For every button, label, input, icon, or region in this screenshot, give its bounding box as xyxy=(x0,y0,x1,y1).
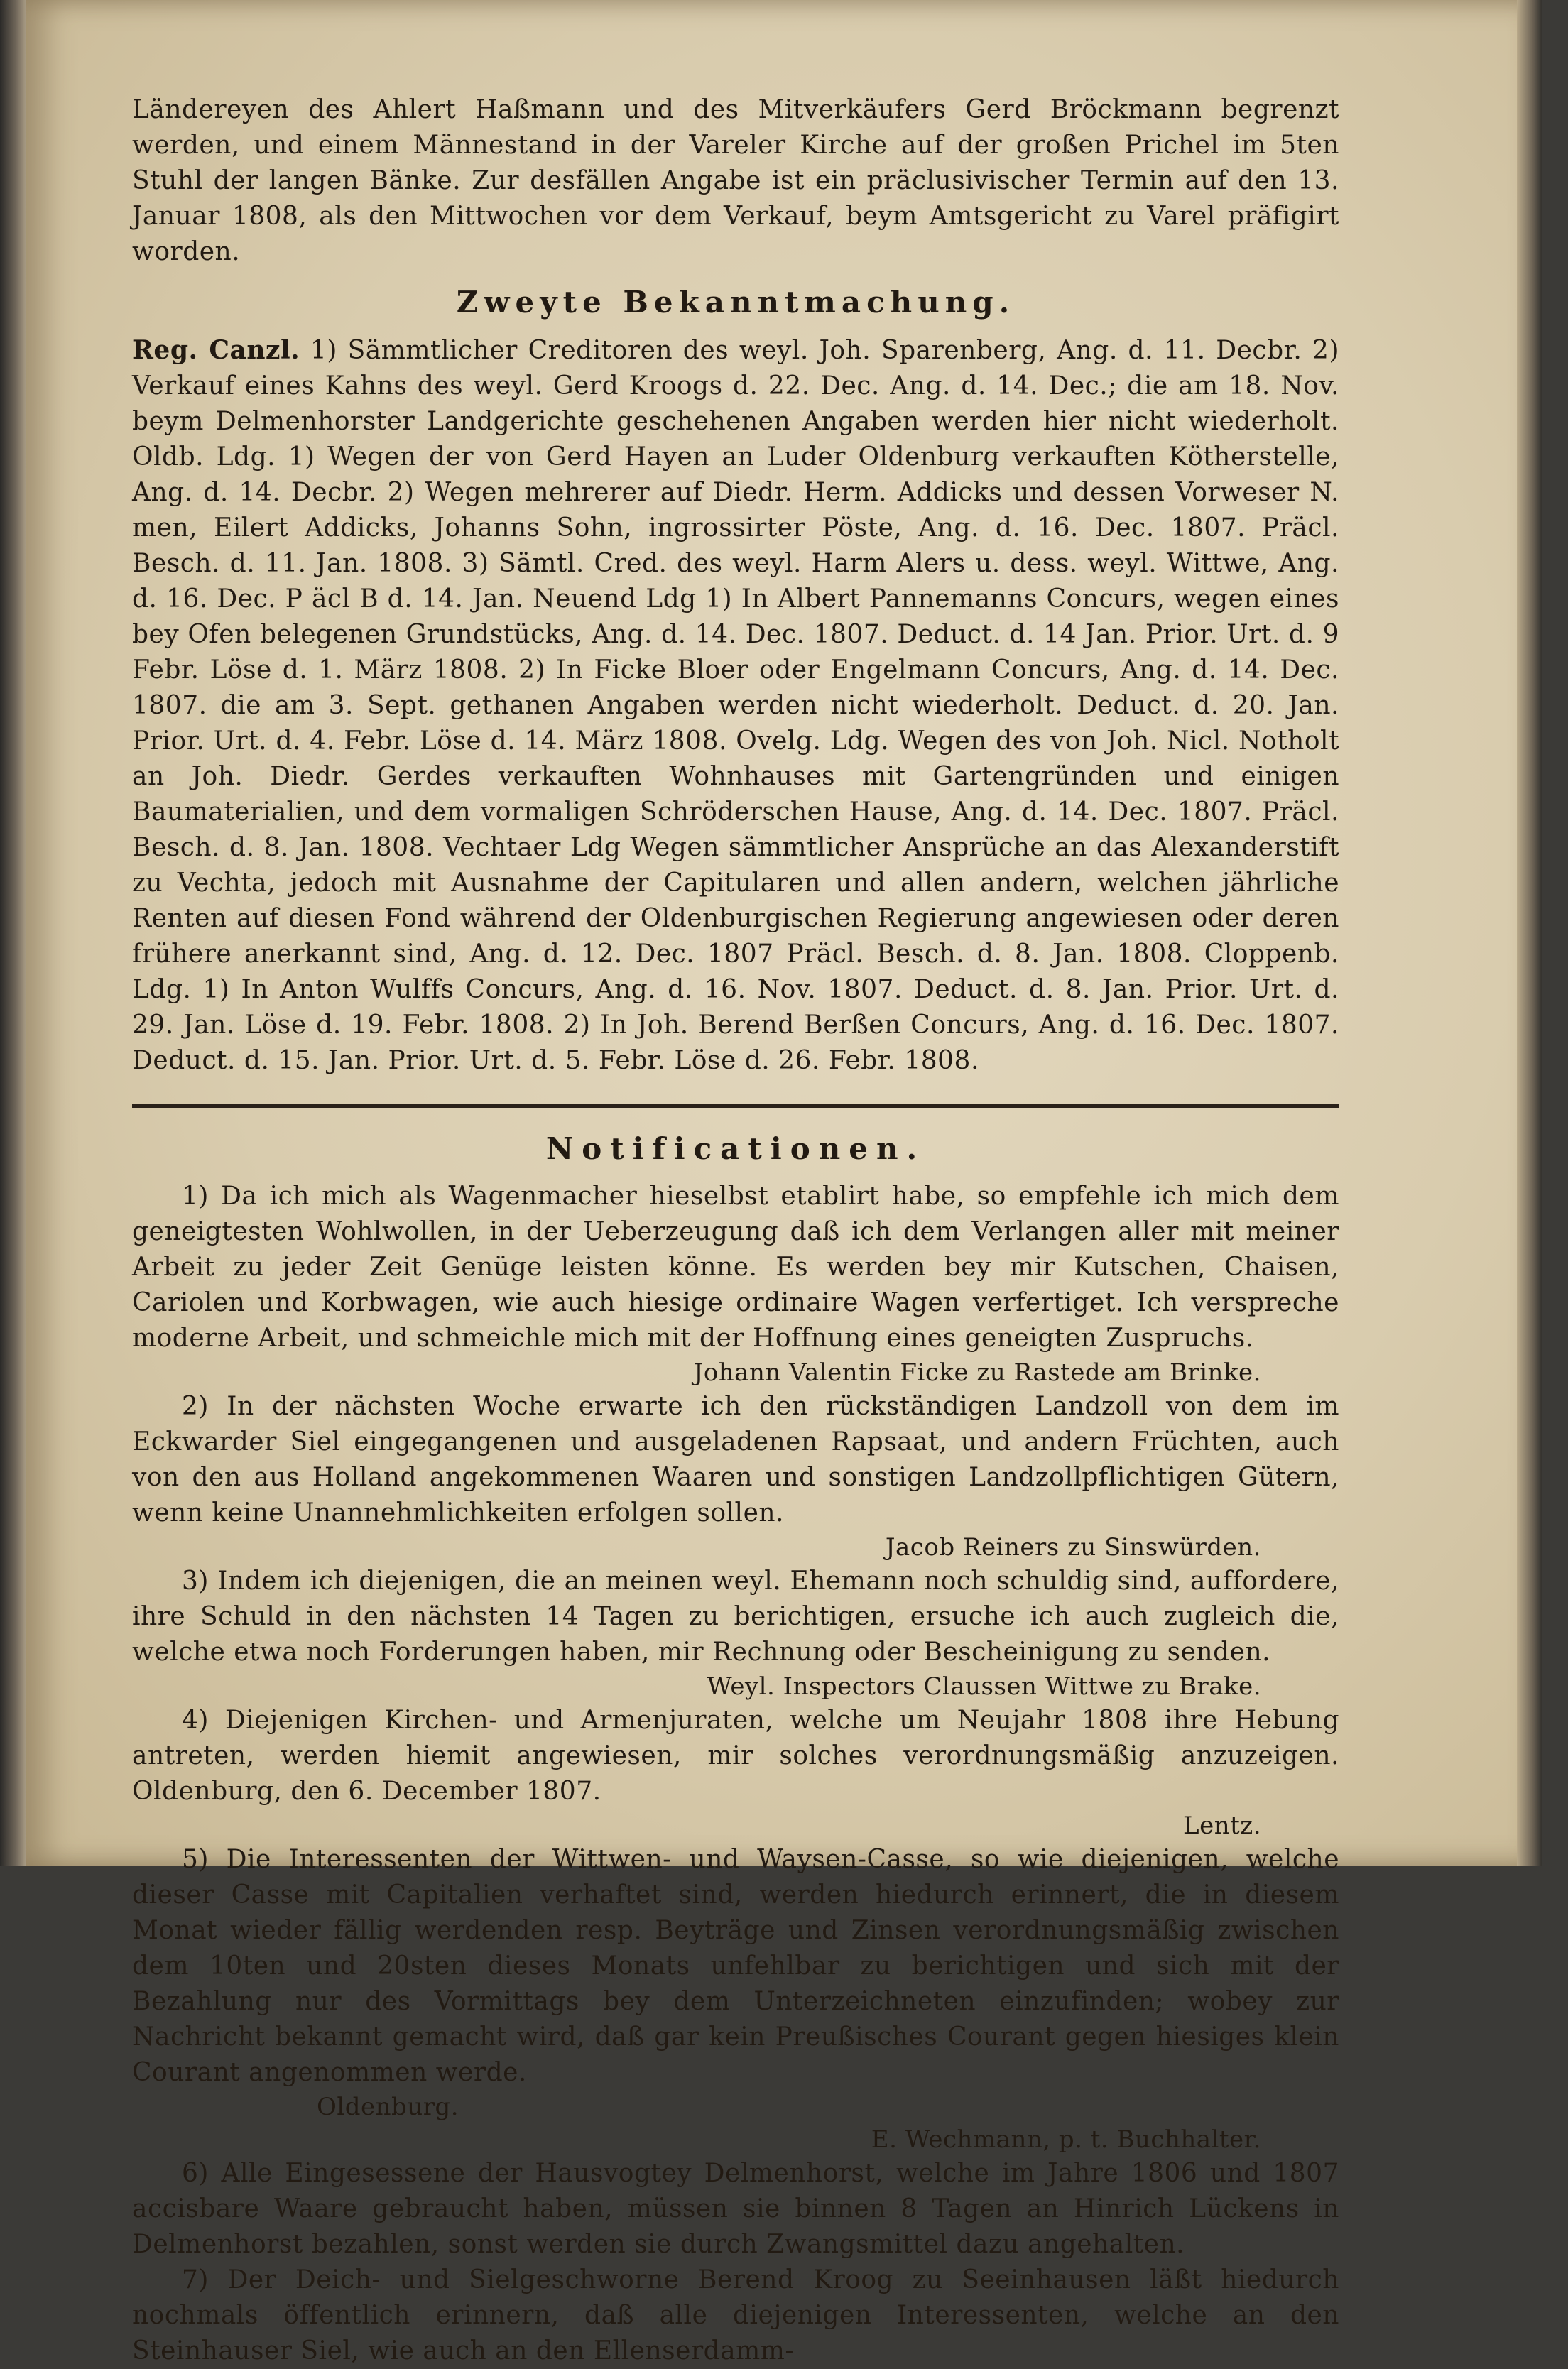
announcement-paragraph xyxy=(132,332,1339,1079)
notification-item xyxy=(132,2262,1339,2369)
announcement-text: 1) Sämmtlicher Creditoren des weyl. Joh. Sparenberg, Ang. d. 11. Decbr. 2) Verkauf eines Kahns des weyl. Gerd Kroogs d. 22. Dec. Ang. d. 14. Dec.; die am 18. Nov. beym Delmenhorster Landgerichte geschehenen Angaben werden hier nicht wiederholt. Oldb. Ldg. 1) Wegen der von Gerd Hayen an Luder Oldenburg verkauften Kötherstelle, Ang. d. 14. Decbr. 2) Wegen mehrerer auf Diedr. Herm. Addicks und dessen Vorweser N. men, Eilert Addicks, Johanns Sohn, ingrossirter Pöste, Ang. d. 16. Dec. 1807. Präcl. Besch. d. 11. Jan. 1808. 3) Sämtl. Cred. des weyl. Harm Alers u. dess. weyl. Wittwe, Ang. d. 16. Dec. P äcl B d. 14. Jan. Neuend Ldg 1) In Albert Pannemanns Concurs, wegen eines bey Ofen belegenen Grundstücks, Ang. d. 14. Dec. 1807. Deduct. d. 14 Jan. Prior. Urt. d. 9 Febr. Löse d. 1. März 1808. 2) In Ficke Bloer oder Engelmann Concurs, Ang. d. 14. Dec. 1807. die am 3. Sept. gethanen Angaben werden nicht wiederholt. Deduct. d. 20. Jan. Prior. Urt. d. 4. Febr. Löse d. 14. März 1808. Ovelg. Ldg. Wegen des von Joh. Nicl. Notholt an Joh. Diedr. Gerdes verkauften Wohnhauses mit Gartengründen und einigen Baumaterialien, und dem vormaligen Schröderschen Hause, Ang. d. 14. Dec. 1807. Präcl. Besch. d. 8. Jan. 1808. Vechtaer Ldg Wegen sämmtlicher Ansprüche an das Alexanderstift zu Vechta, jedoch mit Ausnahme der Capitularen und allen andern, welchen jährliche Renten auf diesen Fond während der Oldenburgischen Regierung angewiesen oder deren frühere anerkannt sind, Ang. d. 12. Dec. 1807 Präcl. Besch. d. 8. Jan. 1808. Cloppenb. Ldg. 1) In Anton Wulffs Concurs, Ang. d. 16. Nov. 1807. Deduct. d. 8. Jan. Prior. Urt. d. 29. Jan. Löse d. 19. Febr. 1808. 2) In Joh. Berend Berßen Concurs, Ang. d. 16. Dec. 1807. Deduct. d. 15. Jan. Prior. Urt. d. 5. Febr. Löse d. 26. Febr. 1808. xyxy=(132,336,1340,1075)
page-edge xyxy=(1517,0,1542,1866)
notification-item xyxy=(132,1389,1339,1564)
section-title-notificationen: Notificationen. xyxy=(545,1131,926,1166)
continuation-paragraph: Ländereyen des Ahlert Haßmann und des Mitverkäufers Gerd Bröckmann begrenzt werden, und einem Männestand in der Vareler Kirche auf der großen Prichel im 5ten Stuhl der langen Bänke. Zur desfällen Angabe ist ein präclusivischer Termin auf den 13. Januar 1808, als den Mittwochen vor dem Verkauf, beym Amtsgericht zu Varel präfigirt worden. xyxy=(132,95,1339,266)
notification-item xyxy=(132,2156,1339,2262)
notification-text: 6) Alle Eingesessene der Hausvogtey Delmenhorst, welche im Jahre 1806 und 1807 accisbare Waare gebraucht haben, müssen sie binnen 8 Tagen an Hinrich Lückens in Delmenhorst bezahlen, sonst werden sie durch Zwangsmittel dazu angehalten. xyxy=(132,2159,1339,2259)
notification-text: 2) In der nächsten Woche erwarte ich den rückständigen Landzoll von dem im Eckwarder Siel eingegangenen und ausgeladenen Rapsaat, und andern Früchten, auch von den aus Holland angekommenen Waaren und sonstigen Landzollpflichtigen Gütern, wenn keine Unannehmlichkeiten erfolgen sollen. xyxy=(132,1392,1339,1527)
notification-place: Oldenburg. xyxy=(317,2093,459,2121)
notification-text: 4) Diejenigen Kirchen- und Armenjuraten, welche um Neujahr 1808 ihre Hebung antreten, werden hiemit angewiesen, mir solches verordnungsmäßig anzuzeigen. Oldenburg, den 6. December 1807. xyxy=(132,1706,1339,1806)
notification-item xyxy=(132,1179,1339,1389)
notification-text: 3) Indem ich diejenigen, die an meinen weyl. Ehemann noch schuldig sind, auffordere, ihre Schuld in den nächsten 14 Tagen zu berichtigen, ersuche ich auch zugleich die, welche etwa noch Forderungen haben, mir Rechnung oder Bescheinigung zu senden. xyxy=(132,1567,1339,1667)
announcement-lead: Reg. Canzl. xyxy=(132,335,300,365)
notification-text: 7) Der Deich- und Sielgeschworne Berend Kroog zu Seeinhausen läßt hiedurch nochmals öffentlich erinnern, daß alle diejenigen Interessenten, welche an den Steinhauser Siel, wie auch an den Ellenserdamm- xyxy=(132,2265,1339,2365)
newspaper-page xyxy=(26,0,1542,2365)
notification-signature: Johann Valentin Ficke zu Rastede am Brinke. xyxy=(693,1358,1261,1387)
notification-text: 5) Die Interessenten der Wittwen- und Waysen-Casse, so wie diejenigen, welche dieser Casse mit Capitalien verhaftet sind, werden hiedurch erinnert, die in diesem Monat wieder fällig werdenden resp. Beyträge und Zinsen verordnungsmäßig zwischen dem 10ten und 20sten dieses Monats unfehlbar zu berichtigen und sich mit der Bezahlung nur des Vormittags bey dem Unterzeichneten einzufinden; wobey zur Nachricht bekannt gemacht wird, daß gar kein Preußisches Courant gegen hiesiges klein Courant angenommen werde. xyxy=(132,1845,1339,2087)
section-title-zweyte-bekanntmachung: Zweyte Bekanntmachung. xyxy=(456,285,1016,320)
notification-signature: Lentz. xyxy=(1183,1812,1261,1840)
notification-text: 1) Da ich mich als Wagenmacher hieselbst etablirt habe, so empfehle ich mich dem geneigtesten Wohlwollen, in der Ueberzeugung daß ich dem Verlangen aller mit meiner Arbeit zu jeder Zeit Genüge leisten könne. Es werden bey mir Kutschen, Chaisen, Cariolen und Korbwagen, wie auch hiesige ordinaire Wagen verfertiget. Ich verspreche moderne Arbeit, und schmeichle mich mit der Hoffnung eines geneigten Zuspruchs. xyxy=(132,1182,1339,1353)
notification-signature: E. Wechmann, p. t. Buchhalter. xyxy=(871,2125,1261,2154)
notification-item xyxy=(132,1564,1339,1703)
section-divider xyxy=(132,1104,1339,1108)
notification-item xyxy=(132,1842,1339,2156)
notification-signature: Weyl. Inspectors Claussen Wittwe zu Brake. xyxy=(707,1672,1261,1701)
notification-item xyxy=(132,1703,1339,1842)
page-content xyxy=(132,92,1339,2369)
book-binding xyxy=(0,0,28,1866)
notification-signature: Jacob Reiners zu Sinswürden. xyxy=(885,1533,1261,1562)
